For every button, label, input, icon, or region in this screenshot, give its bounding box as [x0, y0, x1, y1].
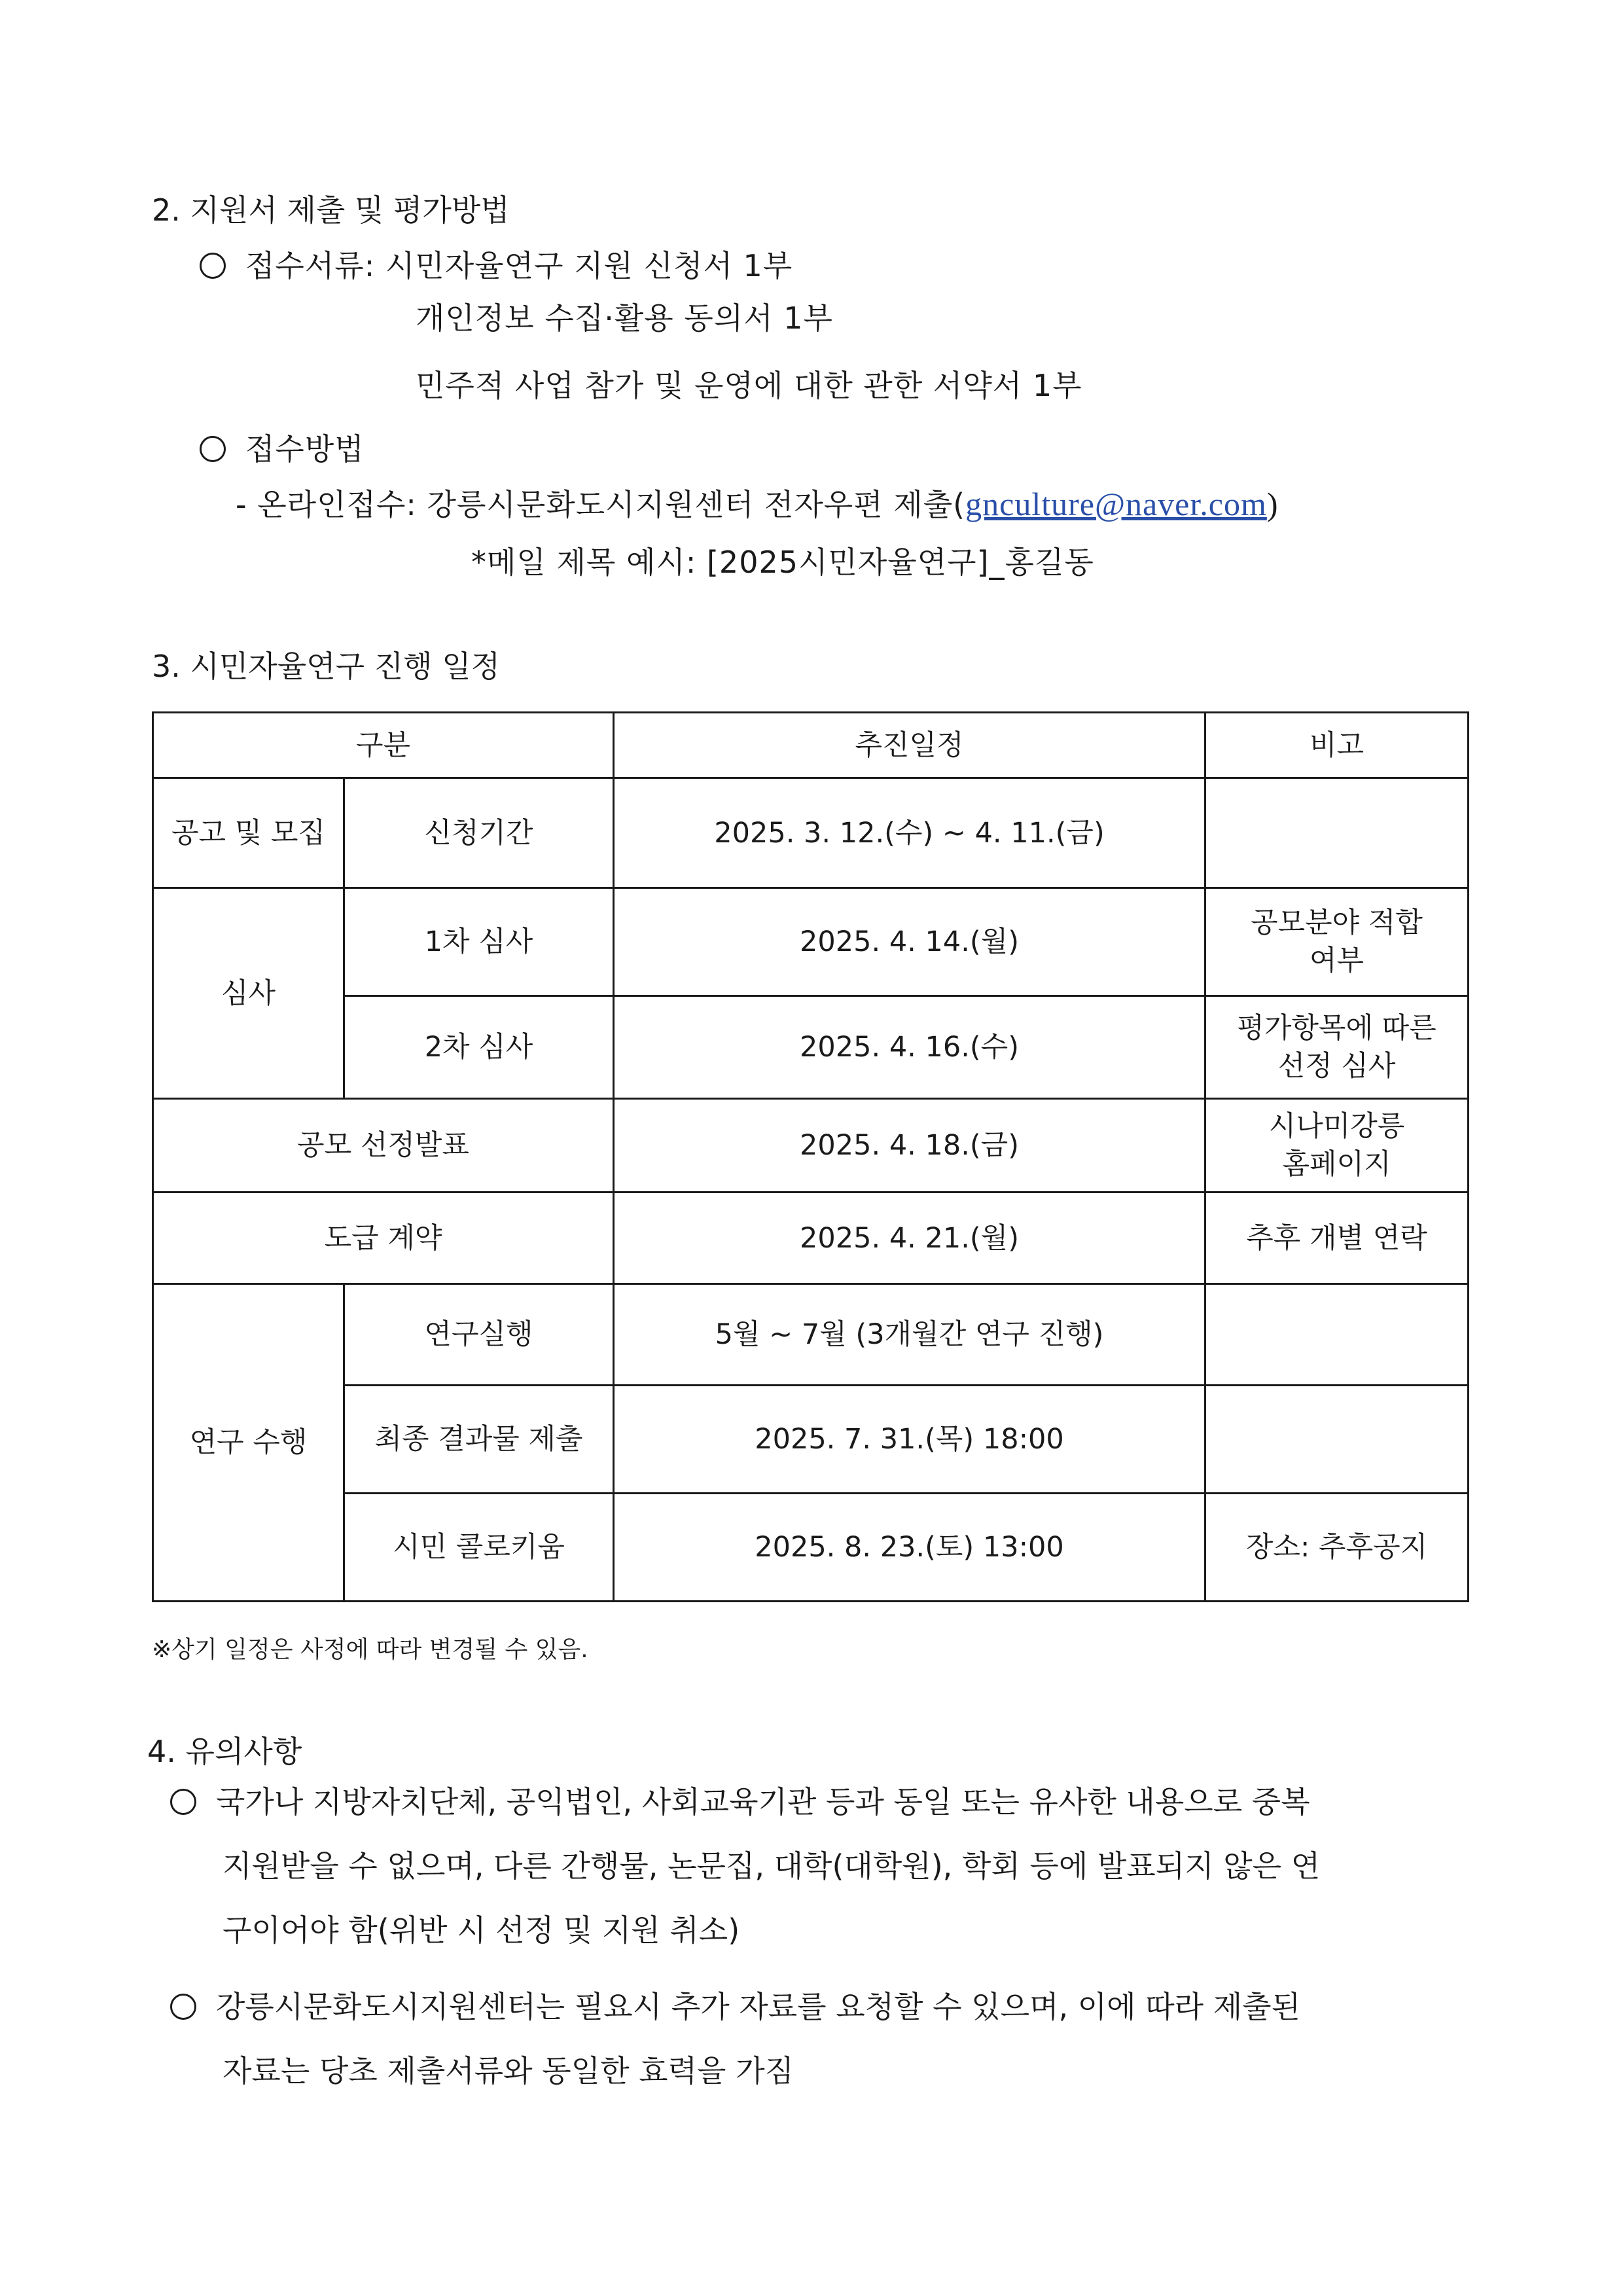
note-cell: 추후 개별 연락	[1205, 1193, 1469, 1284]
docs-line-2: 개인정보 수집·활용 동의서 1부	[416, 300, 833, 336]
table-row	[153, 1284, 1469, 1386]
table-row	[153, 1386, 1469, 1494]
schedule-cell: 2025. 7. 31.(목) 18:00	[614, 1386, 1205, 1494]
note-cell	[1205, 1386, 1469, 1494]
docs-item	[200, 242, 793, 285]
mail-example: *메일 제목 예시: [2025시민자율연구]_홍길동	[471, 545, 1094, 580]
header-schedule: 추진일정	[614, 713, 1205, 778]
note-cell	[1205, 1284, 1469, 1386]
caution-item-1: 국가나 지방자치단체, 공익법인, 사회교육기관 등과 동일 또는 유사한 내용으로 중복 지원받을 수 없으며, 다른 간행물, 논문집, 대학(대학원), 학회 등에 발표되지 않은 연 구이어야 함(위반 시 선정 및 지원 취소)	[170, 1770, 1472, 1962]
schedule-cell: 5월 ~ 7월 (3개월간 연구 진행)	[614, 1284, 1205, 1386]
header-note: 비고	[1205, 713, 1469, 778]
item-cell: 공모 선정발표	[153, 1099, 614, 1193]
header-category: 구분	[153, 713, 614, 778]
group-cell: 연구 수행	[153, 1284, 344, 1602]
table-row	[153, 1494, 1469, 1602]
item-cell: 신청기간	[344, 778, 614, 888]
bullet-circle-icon	[200, 253, 226, 279]
docs-line-3: 민주적 사업 참가 및 운영에 대한 관한 서약서 1부	[416, 368, 1082, 403]
bullet-circle-icon	[170, 1994, 196, 2020]
item-cell: 시민 콜로키움	[344, 1494, 614, 1602]
schedule-footnote: ※상기 일정은 사정에 따라 변경될 수 있음.	[152, 1636, 588, 1663]
docs-label: 접수서류: 시민자율연구 지원 신청서 1부	[245, 248, 793, 283]
table-row	[153, 888, 1469, 996]
note-cell	[1205, 778, 1469, 888]
schedule-cell: 2025. 4. 21.(월)	[614, 1193, 1205, 1284]
table-row	[153, 1099, 1469, 1193]
item-cell: 최종 결과물 제출	[344, 1386, 614, 1494]
schedule-cell: 2025. 8. 23.(토) 13:00	[614, 1494, 1205, 1602]
caution-item-2: 강릉시문화도시지원센터는 필요시 추가 자료를 요청할 수 있으며, 이에 따라 제출된 자료는 당초 제출서류와 동일한 효력을 가짐	[170, 1975, 1472, 2103]
bullet-circle-icon	[200, 436, 226, 462]
item-cell: 1차 심사	[344, 888, 614, 996]
email-link[interactable]: gnculture@naver.com	[965, 486, 1267, 522]
note-cell: 장소: 추후공지	[1205, 1494, 1469, 1602]
group-cell: 공고 및 모집	[153, 778, 344, 888]
table-row	[153, 778, 1469, 888]
section3-heading: 3. 시민자율연구 진행 일정	[152, 649, 501, 684]
section4-heading: 4. 유의사항	[147, 1734, 302, 1769]
item-cell: 연구실행	[344, 1284, 614, 1386]
schedule-cell: 2025. 4. 18.(금)	[614, 1099, 1205, 1193]
table-row	[153, 1193, 1469, 1284]
table-row	[153, 996, 1469, 1099]
bullet-circle-icon	[170, 1789, 196, 1815]
schedule-cell: 2025. 3. 12.(수) ~ 4. 11.(금)	[614, 778, 1205, 888]
method-label: 접수방법	[245, 431, 365, 467]
item-cell: 도급 계약	[153, 1193, 614, 1284]
method-item	[200, 425, 365, 469]
table-header-row	[153, 713, 1469, 778]
note-cell: 평가항목에 따른 선정 심사	[1205, 996, 1469, 1099]
schedule-table	[152, 711, 1469, 1602]
online-submission-line	[236, 481, 1279, 524]
online-suffix: )	[1266, 486, 1279, 522]
schedule-cell: 2025. 4. 14.(월)	[614, 888, 1205, 996]
group-cell: 심사	[153, 888, 344, 1099]
section2-heading: 2. 지원서 제출 및 평가방법	[152, 192, 510, 228]
note-cell: 시나미강릉 홈페이지	[1205, 1099, 1469, 1193]
online-prefix: - 온라인접수: 강릉시문화도시지원센터 전자우편 제출(	[236, 487, 966, 522]
item-cell: 2차 심사	[344, 996, 614, 1099]
schedule-cell: 2025. 4. 16.(수)	[614, 996, 1205, 1099]
note-cell: 공모분야 적합 여부	[1205, 888, 1469, 996]
